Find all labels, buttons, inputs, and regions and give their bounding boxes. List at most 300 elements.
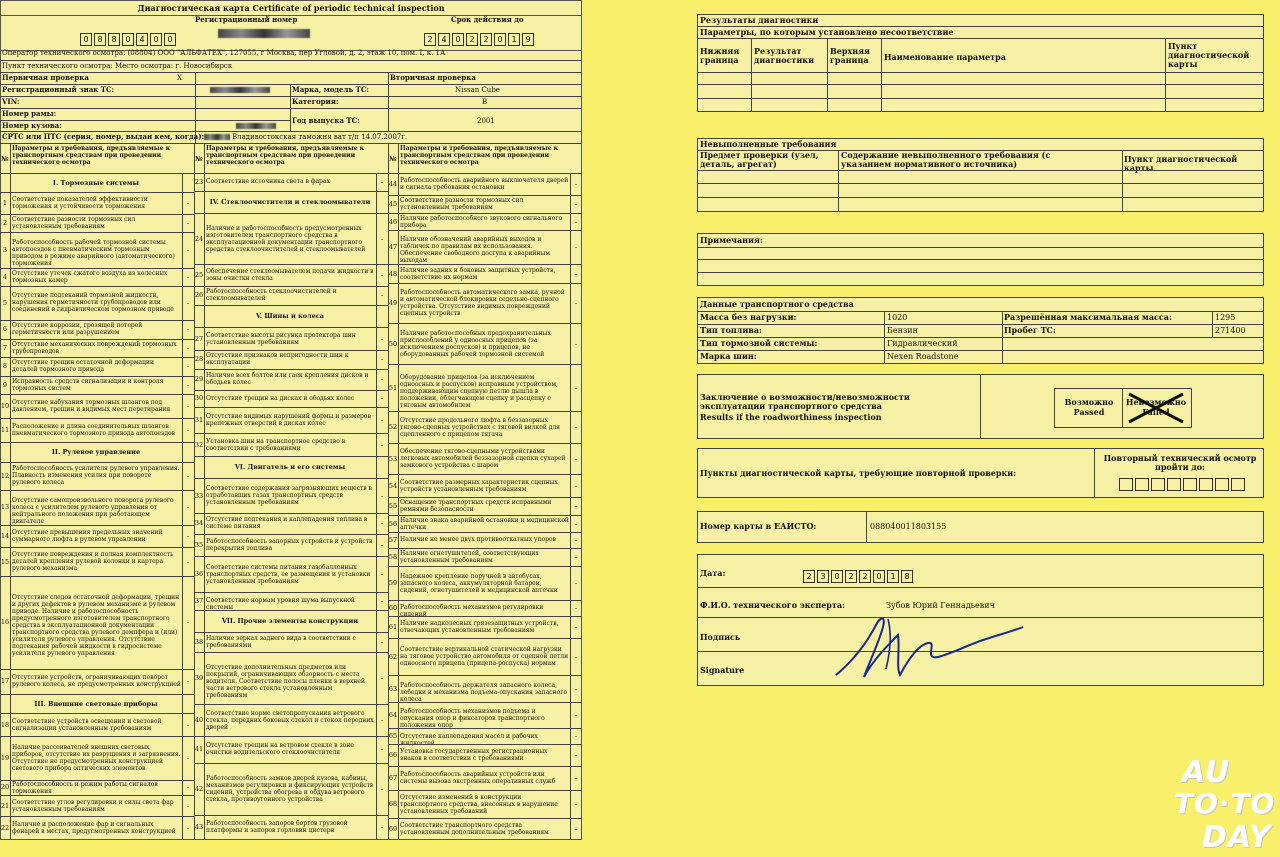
result-dash: - (186, 532, 190, 541)
repeat-date-box (1119, 478, 1133, 491)
max-mass-value: 1295 (1215, 313, 1236, 322)
requirement-text: Соответствие показателей эффективности торможения и устойчивости торможения (12, 195, 148, 210)
row-number: 38 (194, 638, 204, 647)
row-number: 32 (194, 440, 204, 449)
result-dash: - (380, 596, 384, 605)
registration-document-value: Владивостокская таможня ват т/п 14.07.2007г. (232, 133, 408, 141)
digit-box: 0 (122, 33, 134, 46)
row-number: 41 (194, 745, 204, 754)
vehicle-data-title: Данные транспортного средства (700, 299, 854, 309)
result-dash: - (380, 291, 384, 300)
result-dash: - (380, 440, 384, 449)
digit-box: 4 (438, 33, 450, 46)
tyre-value: Nexen Roadstone (887, 352, 959, 361)
conclusion-text: Заключение о возможности/невозможности эксплуатации транспортного средства (700, 392, 910, 411)
diagnostics-results-panel (697, 14, 1264, 112)
requirement-text: Оснащение транспортных средств исправными ремнями безопасности (400, 498, 552, 513)
signature-panel (697, 554, 1264, 686)
result-dash: - (380, 394, 384, 403)
requirement-text: Работоспособность запорных устройств и устройств перекрытия топлива (206, 538, 373, 553)
result-dash: - (186, 557, 190, 566)
result-dash: - (574, 339, 578, 348)
reg-number-label: Регистрационный номер (195, 15, 298, 24)
requirement-text: Работоспособность аварийного выключателя дверей и сигнала требования остановки (400, 177, 569, 192)
row-number: 10 (0, 401, 10, 410)
redacted-body-number (236, 123, 276, 129)
row-number: 67 (388, 774, 398, 783)
result-dash: - (380, 541, 384, 550)
result-dash: - (186, 677, 190, 686)
digit-box: 0 (150, 33, 162, 46)
result-dash: - (574, 552, 578, 561)
row-number: 54 (388, 481, 398, 490)
result-dash: - (186, 618, 190, 627)
result-dash: - (380, 716, 384, 725)
digit-box: 4 (136, 33, 148, 46)
body-number-label: Номер кузова: (2, 121, 62, 130)
result-dash: - (186, 380, 190, 389)
secondary-check-label: Вторичная проверка (390, 73, 476, 82)
row-number: 6 (2, 325, 8, 334)
valid-until-label: Срок действия до (451, 15, 524, 24)
registration-document-label: СРТС или ПТС (серия, номер, выдан кем, когда): (2, 132, 205, 141)
watermark-line1: AU (1182, 755, 1231, 790)
notes-label: Примечания: (700, 235, 763, 245)
requirement-text: Соответствие углов регулировки и силы света фар установленным требованиям (12, 798, 174, 813)
section-heading: V. Шины и колеса (255, 312, 325, 321)
repeat-date-box (1135, 478, 1149, 491)
parameter-name-header: Наименование параметра (884, 52, 1006, 62)
requirement-text: Работоспособность держателя запасного колеса, лебедки и механизма подъема-опускания запасного колеса (400, 681, 568, 703)
requirement-text: Работоспособность механизмов регулировки сидений (400, 604, 544, 619)
result-dash: - (574, 423, 578, 432)
requirement-text: Наличие огнетушителей, соответствующих установленным требованиям (400, 549, 539, 564)
row-number: 51 (388, 383, 398, 392)
row-number: 19 (0, 753, 10, 762)
requirement-text: Наличие работоспособных предохранительных приспособлений у одноосных прицепов (за исключением роспусков) и прицепов, не оборудованных рабочей тормозной системой (400, 329, 551, 358)
primary-check-label: Первичная проверка (2, 73, 89, 82)
row-number: 40 (194, 716, 204, 725)
repeat-points-label: Пункты диагностической карты, требующие повторной проверки: (700, 468, 1017, 478)
result-dash: - (186, 272, 190, 281)
requirement-text: Наличие рассеивателей внешних световых приборов, отсутствие их разрушения и загрязнения. Отсутствие не предусмотренных конструкцией светового прибора оптических элементов (12, 743, 181, 772)
requirement-text: Соответствие разности тормозных сил установленным требованиям (400, 197, 524, 212)
row-number: 31 (194, 416, 204, 425)
requirement-text: Наличие и работоспособность предусмотренных изготовителем транспортного средства в эксплуатационной документации транспортного средства стеклоочистителей и стеклоомывателей (206, 224, 366, 253)
requirement-text: Отсутствие набухания тормозных шлангов под давлением, трещин и видимых мест перетирания (12, 398, 171, 413)
conclusion-panel (697, 374, 1264, 439)
digit-box: 8 (901, 570, 913, 583)
requirement-text: Работоспособность запоров бортов грузовой платформы и запоров горловин цистерн (206, 820, 348, 835)
year-value: 2001 (477, 117, 495, 125)
result-dash: - (574, 579, 578, 588)
result-dash: - (380, 674, 384, 683)
requirement-text: Наличие не менее двух противооткатных упоров (400, 536, 556, 544)
requirement-text: Отсутствие каплепадения масел и рабочих жидкостей (400, 732, 538, 747)
reg-number-digits (80, 27, 178, 46)
expert-name-label: Ф.И.О. технического эксперта: (700, 600, 845, 610)
col-no-header: № (1, 154, 9, 163)
date-label: Дата: (700, 568, 726, 578)
row-number: 66 (388, 751, 398, 760)
section-heading: IV. Стеклоочистители и стеклоомыватели (209, 198, 371, 207)
unmet-title: Невыполненные требования (700, 139, 837, 149)
digit-box: 2 (466, 33, 478, 46)
digit-box: 0 (831, 570, 843, 583)
row-number: 48 (388, 269, 398, 278)
result-dash: - (574, 684, 578, 693)
requirement-text: Обеспечение стеклоомывателем подачи жидкости в зоны очистки стекла (206, 267, 374, 282)
section-heading: VII. Прочие элементы конструкции (221, 617, 359, 626)
requirement-text: Соответствие разности тормозных сил установленным требованиям (12, 215, 136, 230)
mileage-value: 271400 (1215, 326, 1246, 335)
eaisto-label: Номер карты в ЕАИСТО: (700, 521, 817, 531)
row-number: 59 (388, 579, 398, 588)
col-no-header: № (389, 154, 397, 163)
result-dash: - (380, 570, 384, 579)
requirement-text: Отсутствие трещин на дисках и ободьях колес (206, 394, 355, 402)
row-number: 30 (194, 394, 204, 403)
section-heading: III. Внешние световые приборы (34, 699, 158, 708)
result-dash: - (186, 720, 190, 729)
row-number: 17 (0, 677, 10, 686)
redacted-reg-sign (210, 87, 270, 93)
row-number: 47 (388, 242, 398, 251)
result-dash: - (186, 325, 190, 334)
repeat-date-box (1199, 478, 1213, 491)
reg-sign-label: Регистрационный знак ТС: (2, 85, 115, 94)
result-dash: - (380, 519, 384, 528)
fuel-value: Бензин (887, 326, 918, 335)
row-number: 7 (2, 343, 8, 352)
result-dash: - (574, 774, 578, 783)
row-number: 5 (2, 298, 8, 307)
digit-box: 3 (817, 570, 829, 583)
row-number: 16 (0, 618, 10, 627)
requirement-text: Наличие надколесных грязезащитных устройств, отвечающих установленным требованиям (400, 619, 559, 634)
lower-limit-header: Нижняя граница (700, 46, 740, 65)
row-number: 35 (194, 541, 204, 550)
requirement-text: Работоспособность аварийных устройств или системы вызова экстренных оперативных служб (400, 771, 556, 786)
result-dash: - (574, 299, 578, 308)
digit-box: 2 (845, 570, 857, 583)
digit-box: 8 (108, 33, 120, 46)
row-number: 20 (0, 783, 10, 792)
requirement-text: Соответствие нормам уровня шума выпускной системы (206, 597, 355, 612)
eaisto-value: 088040011803155 (870, 522, 947, 531)
result-dash: - (574, 217, 578, 226)
repeat-check-panel (697, 448, 1264, 498)
requirement-text: Соответствие транспортного средства установленным дополнительным требованиям (400, 822, 549, 837)
handwritten-signature (828, 605, 1028, 687)
failed-en: Failed (1142, 407, 1170, 417)
certificate-left-page (0, 0, 582, 840)
row-number: 9 (2, 380, 8, 389)
result-dash: - (380, 177, 384, 186)
row-number: 14 (0, 532, 10, 541)
valid-until-digits (424, 27, 536, 46)
card-item-header: Пункт диагностической карты (1168, 41, 1250, 69)
requirement-text: Отсутствие продольного люфта в беззазорных тягово-сцепных устройствах с тяговой вилкой для сцепленного с прицепом тягача (400, 416, 561, 438)
result-dash: - (574, 652, 578, 661)
result-dash: - (574, 603, 578, 612)
requirement-text: Наличие задних и боковых защитных устройств, соответствие их нормам (400, 266, 556, 281)
requirement-text: Наличие работоспособного звукового сигнального прибора (400, 214, 563, 229)
row-number: 3 (2, 245, 8, 254)
repeat-date-box (1215, 478, 1229, 491)
passed-en: Passed (1073, 407, 1105, 417)
requirement-text: Соответствие содержания загрязняющих веществ в отработавших газах транспортных средств установленным требованиям (206, 485, 372, 507)
vehicle-data-panel (697, 297, 1264, 364)
operator-line: Оператор технического осмотра: (08804) ООО "АЛЬФАТЕХ", 127055, г Москва, пер Угловой, д. 2, этаж 10, пом. I, к. 1А (2, 49, 446, 57)
result-dash: - (186, 401, 190, 410)
requirement-text: Работоспособность механизмов подъема и опускания опор и фиксаторов транспортного положения опор (400, 708, 545, 730)
row-number: 37 (194, 596, 204, 605)
requirement-text: Соответствие высоты рисунка протектора шин установленным требованиям (206, 331, 356, 346)
row-number: 43 (194, 823, 204, 832)
row-number: 53 (388, 454, 398, 463)
row-number: 46 (388, 217, 398, 226)
result-dash: - (574, 180, 578, 189)
row-number: 61 (388, 622, 398, 631)
make-model-value: Nissan Cube (455, 86, 500, 94)
requirement-text: Работоспособность и режим работы сигналов торможения (12, 780, 158, 795)
result-dash: - (186, 343, 190, 352)
result-dash: - (380, 270, 384, 279)
mass-value: 1020 (887, 313, 908, 322)
frame-number-label: Номер рамы: (2, 109, 57, 118)
row-number: 15 (0, 557, 10, 566)
requirement-text: Отсутствие трещин на ветровом стекле в зоне очистки водительского стеклоочистителя (206, 742, 354, 757)
row-number: 11 (0, 425, 10, 434)
requirement-text: Расположение и длина соединительных шлангов пневматического тормозного привода автопоездов (12, 422, 176, 437)
certificate-title: Диагностическая карта Certificate of periodic technical inspection (137, 3, 445, 13)
result-dash: - (574, 383, 578, 392)
section-heading: VI. Двигатель и его системы (234, 463, 346, 472)
primary-check-mark: X (177, 74, 182, 82)
result-header: Результат диагностики (754, 46, 815, 65)
watermark-line2: TO·TO (1174, 787, 1276, 820)
digit-box: 0 (452, 33, 464, 46)
result-dash: - (574, 622, 578, 631)
result-dash: - (574, 200, 578, 209)
row-number: 64 (388, 711, 398, 720)
passed-failed-box (1054, 388, 1192, 428)
signature-label-ru: Подпись (700, 632, 741, 642)
result-dash: - (574, 242, 578, 251)
result-dash: - (574, 711, 578, 720)
result-dash: - (380, 638, 384, 647)
row-number: 44 (388, 180, 398, 189)
requirement-text: Соответствие вертикальной статической нагрузки на тяговое устройство автомобиля от сцепной петли одноосного прицепа (прицепа-роспуска) нормам (400, 646, 569, 668)
requirement-text: Наличие всех болтов или гаек крепления дисков и ободьев колес (206, 372, 369, 387)
col-header: Параметры и требования, предъявляемые к транспортным средствам при проведении технического осмотра (12, 145, 171, 166)
watermark-line3: DAY (1202, 820, 1272, 855)
result-dash: - (380, 355, 384, 364)
result-dash: - (186, 801, 190, 810)
result-dash: - (380, 745, 384, 754)
row-number: 4 (2, 272, 8, 281)
mass-label: Масса без нагрузки: (700, 312, 797, 322)
col-header: Параметры и требования, предъявляемые к транспортным средствам при проведении технического осмотра (400, 145, 559, 166)
row-number: 29 (194, 375, 204, 384)
brake-label: Тип тормозной системы: (700, 338, 818, 348)
result-dash: - (380, 234, 384, 243)
requirement-text: Надежное крепление поручней в автобусах, запасного колеса, аккумуляторной батареи, сидений, огнетушителей и медицинской аптечки (400, 572, 558, 594)
requirement-text: Соответствие размерных характеристик сцепных устройств установленным требованиям (400, 478, 558, 493)
requirement-text: Отсутствие подтекания и каплепадения топлива в системе питания (206, 516, 368, 531)
expert-name-value: Зубов Юрий Геннадьевич (886, 601, 995, 610)
failed-ru: Невозможно (1125, 397, 1187, 407)
row-number: 39 (194, 674, 204, 683)
signature-label-en: Signature (700, 665, 745, 675)
requirement-text: Наличие обозначений аварийных выходов и табличек по правилам их использования. Обеспечение свободного доступа к аварийным выходам (400, 236, 550, 265)
row-number: 26 (194, 291, 204, 300)
row-number: 63 (388, 684, 398, 693)
row-number: 42 (194, 784, 204, 793)
requirement-text: Отсутствие устройств, ограничивающих поворот рулевого колеса, не предусмотренных конструкцией (12, 674, 181, 689)
failed-cross-mark (1125, 391, 1187, 425)
fuel-label: Тип топлива: (700, 325, 762, 335)
requirement-text: Работоспособность рабочей тормозной системы автопоездов с пневматическим тормозным приводом в режиме аварийного (автоматического) торможения (12, 239, 175, 268)
result-dash: - (380, 375, 384, 384)
redacted-reg-number (218, 29, 310, 38)
result-dash: - (574, 269, 578, 278)
row-number: 50 (388, 339, 398, 348)
repeat-date-box (1151, 478, 1165, 491)
results-title: Результаты диагностики (700, 15, 819, 25)
digit-box: 2 (424, 33, 436, 46)
digit-box: 1 (508, 33, 520, 46)
category-label: Категория: (292, 97, 339, 106)
digit-box: 0 (80, 33, 92, 46)
notes-panel (697, 233, 1264, 286)
unmet-subject-header: Предмет проверки (узел, деталь, агрегат) (700, 150, 819, 169)
digit-box: 0 (873, 570, 885, 583)
col-header: Параметры и требования, предъявляемые к транспортным средствам при проведении технического осмотра (206, 145, 365, 166)
results-en: Results if the roadworthiness inspection (700, 412, 882, 422)
result-dash: - (574, 732, 578, 741)
digit-box: 1 (887, 570, 899, 583)
digit-box: 0 (494, 33, 506, 46)
result-dash: - (574, 454, 578, 463)
row-number: 2 (2, 218, 8, 227)
category-value: B (482, 98, 488, 106)
digit-box: 2 (480, 33, 492, 46)
result-dash: - (574, 481, 578, 490)
requirement-text: Установка государственных регистрационных знаков в соответствии с требованиями (400, 748, 548, 763)
requirement-text: Наличие зеркал заднего вида в соответствии с требованиями (206, 635, 356, 650)
unmet-item-header: Пункт диагностической карты (1124, 154, 1238, 173)
digit-box: 9 (522, 33, 534, 46)
row-number: 27 (194, 334, 204, 343)
result-dash: - (380, 784, 384, 793)
repeat-date-box (1183, 478, 1197, 491)
row-number: 24 (194, 234, 204, 243)
result-dash: - (574, 825, 578, 834)
unmet-content-header: Содержание невыполненного требования (с указанием нормативного источника) (841, 150, 1051, 169)
requirement-text: Отсутствие признаков непригодности шин к эксплуатации (206, 352, 349, 367)
result-dash: - (380, 491, 384, 500)
result-dash: - (574, 501, 578, 510)
requirement-text: Отсутствие дополнительных предметов или покрытий, ограничивающих обзорность с места водителя. Соответствие полосы пленки в верхней части ветрового стекла установленным требованиям (206, 664, 365, 700)
row-number: 13 (0, 503, 10, 512)
requirement-text: Отсутствие видимых нарушений формы и размеров крепежных отверстий в дисках колес (206, 413, 371, 428)
row-number: 69 (388, 825, 398, 834)
row-number: 12 (0, 471, 10, 480)
result-dash: - (186, 425, 190, 434)
requirement-text: Отсутствие повреждения и полная комплектность деталей крепления рулевой колонки и картера рулевого механизма (12, 551, 174, 573)
row-number: 1 (2, 198, 8, 207)
result-dash: - (574, 800, 578, 809)
requirement-text: Отсутствие следов остаточной деформации, трещин и других дефектов в рулевом механизме и рулевом приводе. Наличие и работоспособность предусмотренного изготовителем транспортного средства в эксплуатационной документации транспортного средства рулевого демпфера и (или) усилителя рулевого управления. Отсутствие подтекания рабочей жидкости в гидросистеме усилителя рулевого управления (12, 594, 180, 658)
row-number: 28 (194, 355, 204, 364)
row-number: 34 (194, 519, 204, 528)
row-number: 57 (388, 535, 398, 544)
repeat-inspection-title: Повторный технический осмотр пройти до: (1103, 453, 1257, 472)
row-number: 18 (0, 720, 10, 729)
result-dash: - (574, 519, 578, 528)
row-number: 21 (0, 801, 10, 810)
redacted-document-number (204, 134, 230, 140)
result-dash: - (186, 298, 190, 307)
mismatch-title: Параметры, по которым установлено несоответствие (700, 27, 954, 37)
row-number: 62 (388, 652, 398, 661)
requirement-text: Соответствие источника света в фарах (206, 178, 330, 186)
result-dash: - (186, 753, 190, 762)
row-number: 22 (0, 824, 10, 833)
requirement-text: Работоспособность стеклоочистителей и стеклоомывателей (206, 288, 337, 303)
row-number: 60 (388, 603, 398, 612)
requirement-text: Соответствие устройств освещения и световой сигнализации установленным требованиям (12, 717, 162, 732)
passed-ru: Возможно (1064, 397, 1114, 407)
requirements-table (0, 143, 582, 840)
requirement-text: Отсутствие изменений в конструкции транспортного средства, внесенных в нарушение установленных требований (400, 793, 558, 815)
digit-box: 8 (94, 33, 106, 46)
row-number: 49 (388, 299, 398, 308)
result-dash: - (186, 824, 190, 833)
requirement-text: Исправность средств сигнализации и контроля тормозных систем (12, 377, 164, 392)
result-dash: - (380, 334, 384, 343)
upper-limit-header: Верхняя граница (830, 46, 870, 65)
digit-box: 2 (803, 570, 815, 583)
requirement-text: Обеспечение тягово-сцепными устройствами легковых автомобилей беззазорной сцепки сухарей замкового устройства с шаром (400, 448, 566, 470)
row-number: 8 (2, 362, 8, 371)
result-dash: - (186, 218, 190, 227)
row-number: 56 (388, 519, 398, 528)
digit-box: 2 (859, 570, 871, 583)
requirement-text: Отсутствие подтеканий тормозной жидкости, нарушения герметичности трубопроводов или соединений в гидравлическом тормозном приводе (12, 292, 174, 314)
requirement-text: Отсутствие превышения предельных значений суммарного люфта в рулевом управлении (12, 529, 163, 544)
result-dash: - (380, 823, 384, 832)
requirement-text: Отсутствие коррозии, грозящей потерей герметичности или разрушением (12, 322, 143, 337)
mileage-label: Пробег ТС: (1004, 325, 1056, 335)
result-dash: - (574, 535, 578, 544)
requirement-text: Наличие и расположение фар и сигнальных фонарей в местах, предусмотренных конструкцией (12, 821, 176, 836)
row-number: 65 (388, 732, 398, 741)
row-number: 36 (194, 570, 204, 579)
requirement-text: Отсутствие трещин остаточной деформации деталей тормозного привода (12, 359, 154, 374)
row-number: 25 (194, 270, 204, 279)
requirement-text: Установка шин на транспортное средство в соответствии с требованиями (206, 437, 346, 452)
requirement-text: Работоспособность автоматического замка, ручной и автоматической блокировки седельно-сцепного устройства. Отсутствие видимых повреждений сцепных устройств (400, 289, 565, 318)
tyre-label: Марка шин: (700, 351, 757, 361)
result-dash: - (380, 416, 384, 425)
requirement-text: Соответствие норме светопропускания ветрового стекла, передних боковых стекол и стекол передних дверей (206, 709, 374, 731)
section-heading: I. Тормозные системы (52, 178, 140, 187)
unmet-requirements-panel (697, 138, 1264, 212)
repeat-date-box (1231, 478, 1245, 491)
